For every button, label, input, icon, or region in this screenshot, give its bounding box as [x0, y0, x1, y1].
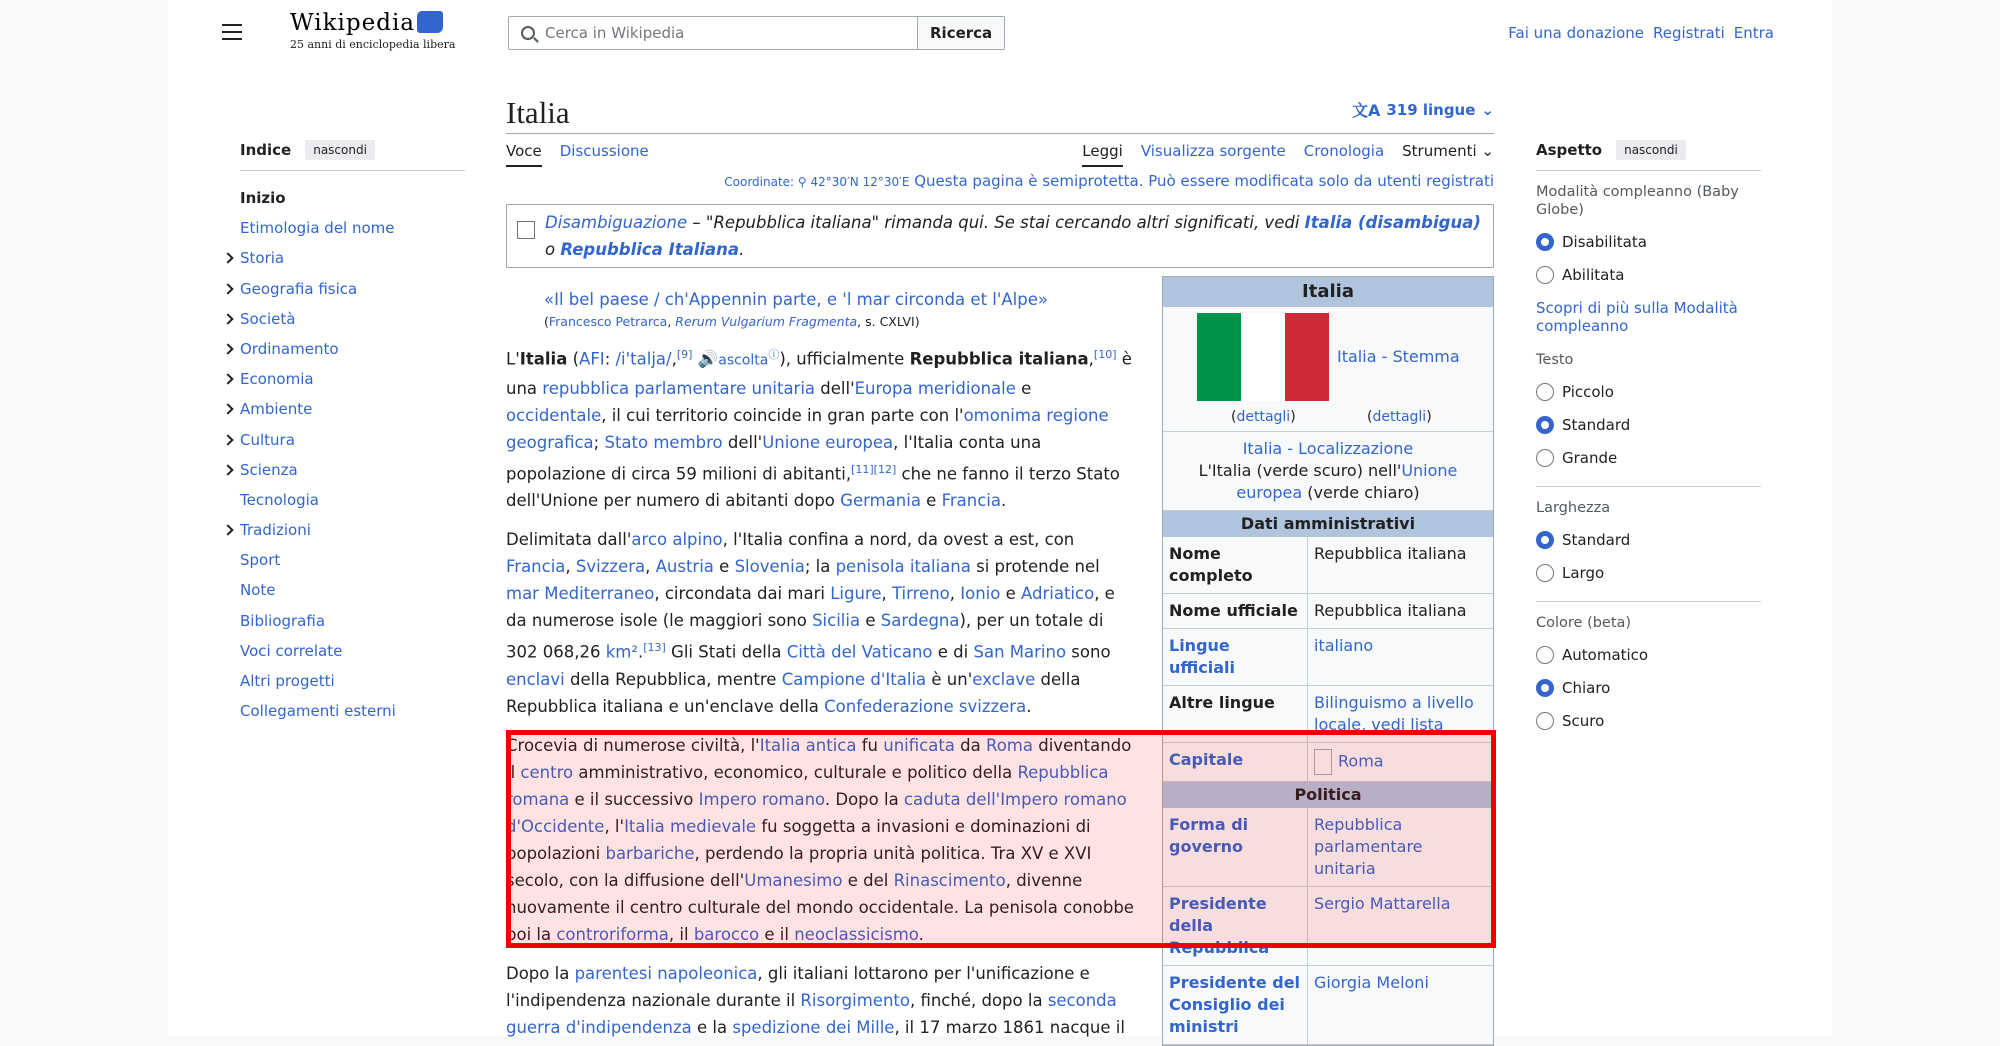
text-size-option-label: Piccolo — [1562, 382, 1614, 401]
status-line — [506, 172, 1494, 196]
login-link[interactable]: Entra — [1733, 24, 1774, 42]
chevron-right-icon[interactable] — [222, 434, 233, 445]
link[interactable]: Austria — [655, 557, 714, 576]
appearance-title: Aspetto — [1536, 141, 1603, 159]
register-link[interactable]: Registrati — [1652, 24, 1725, 42]
toc-item[interactable] — [240, 606, 465, 636]
coordinates[interactable]: Coordinate: ⚲ 42°30′N 12°30′E — [724, 175, 910, 189]
radio-button[interactable] — [1536, 449, 1554, 467]
width-label: Larghezza — [1536, 500, 1611, 516]
link[interactable]: Italia antica — [759, 735, 857, 755]
toc-item-label: Inizio — [240, 189, 286, 207]
italia-disambigua-label: Italia (disambigua) — [1304, 213, 1481, 232]
language-count: 319 lingue — [1386, 100, 1476, 119]
toc-item-label: Ambiente — [240, 400, 313, 419]
toc-item[interactable] — [240, 183, 465, 213]
infobox-value[interactable]: Bilinguismo a livello locale, vedi lista — [1314, 693, 1474, 734]
link[interactable]: Confederazione svizzera — [824, 696, 1027, 716]
infobox-value: Repubblica italiana — [1314, 544, 1467, 563]
link[interactable]: arco alpino — [631, 530, 723, 549]
repubblica-italiana-link[interactable] — [560, 240, 739, 259]
tab-visualizza-sorgente[interactable]: Visualizza sorgente — [1140, 142, 1286, 160]
link[interactable]: Impero romano — [698, 789, 825, 809]
toc-item[interactable] — [240, 364, 465, 394]
link[interactable]: Risorgimento — [800, 990, 910, 1010]
link[interactable]: repubblica parlamentare unitaria — [542, 378, 816, 398]
infobox-value[interactable]: Sergio Mattarella — [1314, 894, 1451, 913]
toc-item-label: Geografia fisica — [240, 279, 358, 298]
logo-wordmark: Wikipedia — [290, 10, 416, 36]
infobox-row — [1163, 686, 1493, 743]
infobox-key[interactable]: Presidente della Repubblica — [1163, 887, 1308, 965]
toc-item-label: Etimologia del nome — [240, 219, 395, 238]
link[interactable]: caduta dell'Impero romano d'Occidente — [506, 789, 1127, 836]
tools-menu[interactable] — [1402, 142, 1494, 160]
radio-button[interactable] — [1536, 266, 1554, 284]
puzzle-globe-icon — [417, 11, 443, 33]
chevron-right-icon[interactable] — [222, 313, 233, 324]
toc-item-label: Bibliografia — [240, 611, 326, 630]
link[interactable]: Roma — [985, 735, 1033, 755]
link[interactable]: Unione europea — [762, 432, 894, 452]
infobox-row — [1163, 966, 1493, 1045]
search-form — [508, 16, 1005, 50]
toc-item[interactable] — [240, 545, 465, 575]
paragraph-borders: Delimitata dall'arco alpino, l'Italia confina a nord, da ovest a est, con Francia, Svizzera, Austria e Slovenia; la penisola italiana si protende nel mar Mediterraneo, circondata dai mari Ligure, Tirreno, Ionio e Adriatico, e da numerose isole (le maggiori sono Sicilia e Sardegna), per un totale di 302 068,26 km².[13] Gli Stati della Città del Vaticano e di San Marino sono enclavi della Repubblica, mentre Campione d'Italia è un'exclave della Repubblica italiana e un'enclave della Confederazione svizzera. — [506, 530, 1115, 716]
infobox-key[interactable]: Lingue ufficiali — [1163, 629, 1308, 685]
infobox-row — [1163, 629, 1493, 686]
width-option-label: Standard — [1562, 530, 1631, 549]
link[interactable]: Repubblica romana — [506, 762, 1109, 809]
section-politics: Politica — [1163, 782, 1493, 808]
toc-item[interactable] — [240, 213, 465, 243]
infobox-row — [1163, 887, 1493, 966]
baby-globe-option[interactable] — [1536, 258, 1761, 291]
link[interactable]: Sicilia — [812, 611, 861, 630]
page — [168, 0, 1832, 1036]
link[interactable]: penisola italiana — [835, 557, 971, 576]
radio-button[interactable] — [1536, 646, 1554, 664]
infobox-key[interactable]: Presidente del Consiglio dei ministri — [1163, 966, 1308, 1044]
repubblica-italiana-label: Repubblica Italiana — [560, 240, 740, 259]
link[interactable]: Ionio — [960, 584, 1001, 603]
link[interactable]: seconda guerra d'indipendenza — [506, 990, 1117, 1037]
author-link[interactable]: Francesco Petrarca — [548, 314, 668, 329]
width-option[interactable] — [1536, 523, 1761, 556]
user-links — [1508, 24, 1774, 42]
baby-globe-label: Modalità compleanno (Baby Globe) — [1536, 184, 1739, 218]
wikipedia-logo[interactable] — [290, 10, 455, 51]
toc-item-label: Altri progetti — [240, 672, 335, 690]
color-option[interactable] — [1536, 671, 1761, 704]
toc-item[interactable] — [240, 485, 465, 515]
infobox-row — [1163, 808, 1493, 887]
text-size-option[interactable] — [1536, 408, 1761, 441]
infobox-key: Nome ufficiale — [1163, 594, 1308, 628]
toc-item[interactable] — [240, 575, 465, 605]
article-text — [506, 276, 1136, 1041]
link[interactable]: km² — [605, 642, 638, 662]
link[interactable]: unificata — [883, 735, 955, 755]
epigraph: «Il bel paese / ch'Appennin parte, e 'l mar circonda et l'Alpe» (Francesco Petrarca, Rerum Vulgarium Fragmenta, s. CXLVI) — [544, 290, 1048, 329]
location-caption: (verde chiaro) — [1302, 483, 1420, 502]
infobox-key[interactable]: Capitale — [1163, 743, 1308, 781]
color-option[interactable] — [1536, 638, 1761, 671]
toc-item[interactable] — [240, 636, 465, 666]
link[interactable]: San Marino — [973, 642, 1067, 662]
stemma-details: (dettagli) — [1367, 409, 1432, 425]
link[interactable]: Italia medievale — [624, 816, 757, 836]
toc-hide-button[interactable]: nascondi — [305, 140, 375, 160]
baby-globe-info-link[interactable]: Scopri di più sulla Modalità compleanno — [1536, 299, 1738, 335]
chevron-right-icon[interactable] — [222, 373, 233, 384]
location-caption: L'Italia (verde scuro) nell' — [1198, 461, 1402, 480]
chevron-right-icon[interactable] — [222, 343, 233, 354]
map-pin-icon: ⚲ — [797, 175, 807, 189]
search-input[interactable] — [508, 16, 918, 50]
link[interactable]: spedizione dei Mille — [732, 1017, 895, 1037]
infobox-key[interactable]: Forma di governo — [1163, 808, 1308, 886]
paragraph-history: Crocevia di numerose civiltà, l'Italia antica fu unificata da Roma diventando il centro amministrativo, economico, culturale e politico della Repubblica romana e il successivo Impero romano. Dopo la caduta dell'Impero romano d'Occidente, l'Italia medievale fu soggetta a invasioni e dominazioni di popolazioni barbariche, perdendo la propria unità politica. Tra XV e XVI secolo, con la diffusione dell'Umanesimo e del Rinascimento, divenne nuovamente il centro culturale del mondo occidentale. La penisola conobbe poi la controriforma, il barocco e il neoclassicismo. — [506, 735, 1134, 944]
link[interactable]: mar Mediterraneo — [506, 584, 655, 603]
toc-item-label: Collegamenti esterni — [240, 702, 396, 721]
link[interactable]: Tirreno — [891, 584, 950, 603]
infobox-value[interactable]: Giorgia Meloni — [1314, 973, 1429, 992]
chevron-right-icon[interactable] — [222, 253, 233, 264]
infobox-value-text: Roma — [1338, 751, 1384, 771]
quote-source: , s. CXLVI) — [857, 314, 920, 329]
color-option-label: Automatico — [1562, 645, 1649, 664]
color-option-label: Chiaro — [1562, 678, 1611, 697]
chevron-right-icon[interactable] — [222, 464, 233, 475]
chevron-down-icon: ⌄ — [1481, 100, 1494, 119]
color-option-label: Scuro — [1562, 711, 1605, 730]
hatnote-text: o — [545, 240, 561, 259]
baby-globe-option-label: Abilitata — [1562, 265, 1625, 284]
logo-tagline: 25 anni di enciclopedia libera — [290, 38, 456, 51]
flag-stripe — [1197, 313, 1241, 401]
radio-button[interactable] — [1536, 383, 1554, 401]
table-of-contents — [240, 140, 465, 726]
disambiguation-icon — [517, 221, 535, 239]
chevron-right-icon[interactable] — [222, 404, 233, 415]
link[interactable]: Rinascimento — [893, 870, 1006, 890]
radio-button[interactable] — [1536, 679, 1554, 697]
flag-details: (dettagli) — [1231, 409, 1296, 425]
link[interactable]: centro — [520, 762, 574, 782]
tab-discussione[interactable]: Discussione — [559, 142, 649, 160]
link[interactable]: Campione d'Italia — [781, 669, 927, 689]
link[interactable]: Svizzera — [575, 557, 646, 576]
infobox-value[interactable]: Repubblica parlamentare unitaria — [1314, 815, 1423, 878]
infobox-location — [1163, 432, 1493, 511]
language-button[interactable] — [1352, 98, 1494, 121]
tab-voce[interactable]: Voce — [506, 135, 542, 167]
search-icon — [521, 26, 535, 40]
link[interactable]: Umanesimo — [744, 870, 843, 890]
capital-map-icon[interactable] — [1314, 749, 1332, 775]
link[interactable]: occidentale — [506, 405, 602, 425]
toc-list — [240, 183, 465, 726]
page-title: Italia — [506, 95, 570, 130]
toc-item-label: Cultura — [240, 430, 295, 449]
chevron-right-icon[interactable] — [222, 524, 233, 535]
appearance-hide-button[interactable]: nascondi — [1616, 140, 1686, 160]
link[interactable]: Francia — [941, 491, 1002, 510]
disambiguation-hatnote — [506, 204, 1494, 268]
eu-link[interactable]: Unione europea — [1236, 461, 1458, 502]
link[interactable]: parentesi napoleonica — [574, 963, 758, 983]
link[interactable]: Sardegna — [880, 611, 960, 630]
hatnote-text: . — [739, 240, 745, 259]
width-option-label: Largo — [1562, 563, 1605, 582]
link[interactable]: Adriatico — [1021, 584, 1095, 603]
infobox-symbols — [1163, 307, 1493, 432]
location-map-link[interactable]: Italia - Localizzazione — [1242, 439, 1414, 458]
infobox-row — [1163, 594, 1493, 629]
disambiguation-link[interactable]: Disambiguazione — [545, 213, 688, 232]
radio-button[interactable] — [1536, 712, 1554, 730]
hatnote-text: – "Repubblica italiana" rimanda qui. Se stai cercando altri significati, vedi — [687, 213, 1305, 232]
infobox — [1162, 276, 1494, 1046]
flag-details-link[interactable]: dettagli — [1236, 409, 1291, 425]
toc-item[interactable] — [240, 304, 465, 334]
link[interactable]: Ligure — [830, 584, 882, 603]
toc-item[interactable] — [240, 274, 465, 304]
toc-item-label: Scienza — [240, 460, 298, 479]
work-link[interactable]: Rerum Vulgarium Fragmenta — [675, 314, 858, 329]
link[interactable]: Stato membro — [604, 432, 723, 452]
infobox-key: Altre lingue — [1163, 686, 1308, 742]
link[interactable]: enclavi — [506, 669, 565, 689]
baby-globe-option-label: Disabilitata — [1562, 232, 1647, 251]
text-size-option[interactable] — [1536, 441, 1761, 474]
link[interactable]: Slovenia — [734, 557, 805, 576]
color-label: Colore (beta) — [1536, 615, 1632, 631]
protection-notice[interactable]: Questa pagina è semiprotetta. Può essere modificata solo da utenti registrati — [914, 172, 1494, 190]
toc-item-label: Sport — [240, 551, 281, 570]
toc-item-label: Economia — [240, 370, 314, 389]
italia-disambigua-link[interactable] — [1305, 213, 1481, 232]
chevron-down-icon: ⌄ — [1481, 142, 1494, 160]
coordinates-value: 42°30′N 12°30′E — [810, 175, 910, 189]
baby-globe-option[interactable] — [1536, 225, 1761, 258]
donate-link[interactable]: Fai una donazione — [1508, 24, 1644, 42]
chevron-right-icon[interactable] — [222, 283, 233, 294]
paragraph-intro: L'Italia (AFI: /i'talja/,[9] 🔊ascoltaⓘ), ufficialmente Repubblica italiana,[10] è una repubblica parlamentare unitaria dell'Europa meridionale e occidentale, il cui territorio coincide in gran parte con l'omonima regione geografica; Stato membro dell'Unione europea, l'Italia conta una popolazione di circa 59 milioni di abitanti,[11][12] che ne fanno il terzo Stato dell'Unione per numero di abitanti dopo Germania e Francia. — [506, 348, 1132, 510]
audio-icon[interactable]: 🔊 — [697, 349, 719, 369]
link[interactable]: Città del Vaticano — [786, 642, 933, 662]
toc-item[interactable] — [240, 243, 465, 273]
flag-stripe — [1285, 313, 1329, 401]
infobox-title: Italia — [1163, 277, 1493, 307]
text-size-option-label: Standard — [1562, 415, 1631, 434]
paragraph-unification: Dopo la parentesi napoleonica, gli italiani lottarono per l'unificazione e l'indipendenza nazionale durante il Risorgimento, finché, dopo la seconda guerra d'indipendenza e la spedizione dei Mille, il 17 marzo 1861 nacque il — [506, 963, 1125, 1037]
infobox-row — [1163, 537, 1493, 594]
link[interactable]: neoclassicismo — [794, 924, 919, 944]
search-placeholder: Cerca in Wikipedia — [545, 24, 685, 42]
link[interactable]: AFI — [579, 349, 605, 369]
infobox-value[interactable] — [1308, 743, 1493, 781]
toc-item-label: Voci correlate — [240, 641, 343, 660]
toc-item-label: Tecnologia — [240, 490, 319, 509]
article-content — [506, 90, 1494, 1037]
stemma-link[interactable]: Italia - Stemma — [1337, 347, 1460, 366]
section-admin: Dati amministrativi — [1163, 511, 1493, 537]
link[interactable]: /i'talja/ — [615, 349, 672, 369]
radio-button[interactable] — [1536, 531, 1554, 549]
link[interactable]: exclave — [972, 669, 1036, 689]
radio-button[interactable] — [1536, 233, 1554, 251]
tab-leggi[interactable]: Leggi — [1082, 135, 1123, 167]
toc-item-label: Storia — [240, 249, 285, 268]
flag-stripe — [1241, 313, 1285, 401]
tools-label: Strumenti — [1402, 142, 1477, 160]
radio-button[interactable] — [1536, 564, 1554, 582]
coordinates-label: Coordinate — [724, 175, 791, 189]
toc-title: Indice — [240, 141, 292, 159]
color-option[interactable] — [1536, 704, 1761, 737]
link[interactable]: Germania — [840, 491, 921, 510]
toc-item[interactable] — [240, 455, 465, 485]
width-option[interactable] — [1536, 556, 1761, 589]
stemma-details-link[interactable]: dettagli — [1372, 409, 1427, 425]
link[interactable]: Europa meridionale — [854, 378, 1016, 398]
toc-item-label: Note — [240, 581, 276, 600]
link[interactable]: ascolta — [718, 352, 769, 369]
link[interactable]: barocco — [693, 924, 760, 944]
italian-flag[interactable] — [1197, 313, 1329, 401]
infobox-value[interactable]: italiano — [1314, 636, 1374, 655]
translate-icon: 文A — [1351, 101, 1381, 120]
infobox-row — [1163, 743, 1493, 782]
infobox-value: Repubblica italiana — [1314, 601, 1467, 620]
main-menu-icon[interactable] — [222, 24, 242, 40]
link[interactable]: omonima regione geografica — [506, 405, 1109, 452]
search-button[interactable]: Ricerca — [918, 16, 1005, 50]
appearance-panel — [1536, 140, 1761, 737]
tab-cronologia[interactable]: Cronologia — [1303, 142, 1385, 160]
text-size-option-label: Grande — [1562, 448, 1618, 467]
link[interactable]: barbariche — [605, 843, 695, 863]
link[interactable]: controriforma — [556, 924, 669, 944]
toc-item[interactable] — [240, 334, 465, 364]
toc-item-label: Società — [240, 309, 296, 328]
infobox-key: Nome completo — [1163, 537, 1308, 593]
text-size-label: Testo — [1536, 352, 1574, 368]
link[interactable]: Francia — [506, 557, 566, 576]
text-size-option[interactable] — [1536, 375, 1761, 408]
toc-item[interactable] — [240, 515, 465, 545]
toc-item[interactable] — [240, 425, 465, 455]
toc-item-label: Ordinamento — [240, 339, 339, 358]
toc-item[interactable] — [240, 666, 465, 696]
toc-item[interactable] — [240, 394, 465, 424]
toc-item[interactable] — [240, 696, 465, 726]
radio-button[interactable] — [1536, 416, 1554, 434]
toc-item-label: Tradizioni — [240, 521, 311, 540]
quote-link[interactable]: «Il bel paese / ch'Appennin parte, e 'l mar circonda et l'Alpe» — [544, 290, 1048, 309]
